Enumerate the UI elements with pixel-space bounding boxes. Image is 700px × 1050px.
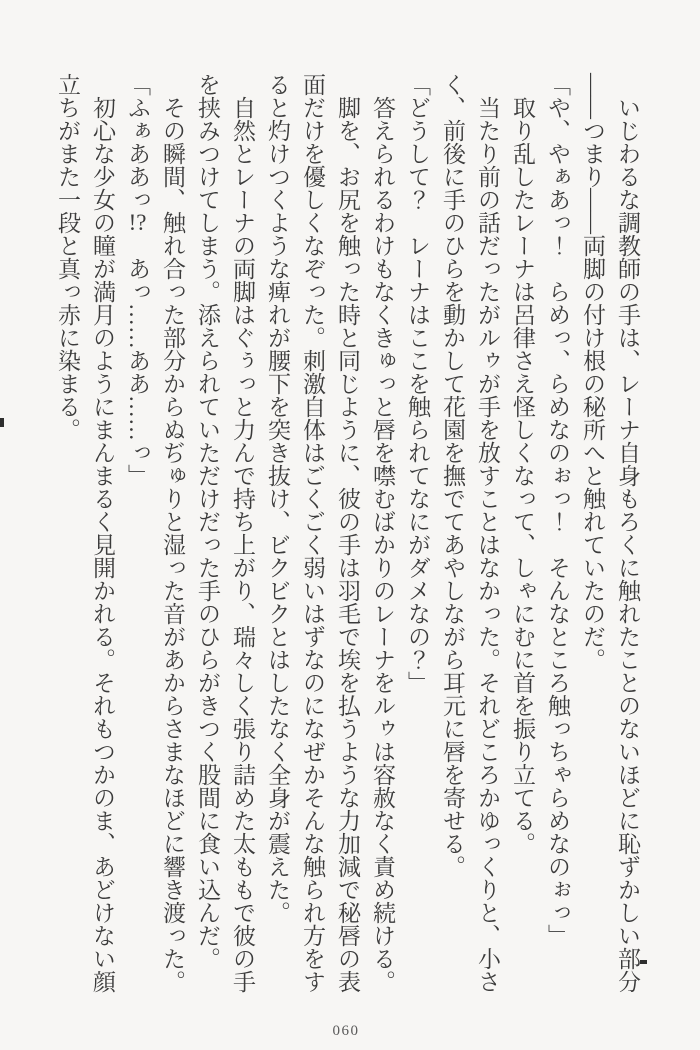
novel-paragraph: 自然とレーナの両脚はぐぅっと力んで持ち上がり、瑞々しく張り詰めた太ももで彼の手を挟みつけてしまう。添えられていただけだった手のひらがきつく股間に食い込んだ。	[195, 73, 255, 993]
page-number: 060	[332, 1023, 360, 1039]
text-block	[50, 73, 645, 995]
novel-paragraph: 当たり前の話だったがルゥが手を放すことはなかった。それどころかゆっくりと、小さく、前後に手のひらを動かして花園を撫でてあやしながら耳元に唇を寄せる。	[440, 73, 500, 993]
novel-paragraph: その瞬間、触れ合った部分からぬぢゅりと湿った音があからさまなほどに響き渡った。	[160, 96, 185, 993]
tatechuyoko-mark: !?	[128, 211, 147, 234]
novel-paragraph: いじわるな調教師の手は、レーナ自身もろくに触れたことのないほどに恥ずかしい部分――つまり――両脚の付け根の秘所へと触れていたのだ。	[580, 73, 640, 993]
novel-paragraph: 取り乱したレーナは呂律さえ怪しくなって、しゃにむに首を振り立てる。	[510, 96, 535, 855]
scan-speck	[640, 960, 647, 964]
novel-paragraph: 「や、やぁあっ！ らめっ、らめなのぉっ！ そんなところ触っちゃらめなのぉっ」	[545, 73, 570, 947]
novel-paragraph: 脚を、お尻を触った時と同じように、彼の手は羽毛で埃を払うような力加減で秘唇の表面だけを優しくなぞった。刺激自体はごくごく弱いはずなのになぜかそんな触られ方をすると灼けつくような痺れが腰下を突き抜け、ビクビクとはしたなく全身が震えた。	[265, 73, 360, 993]
novel-paragraph: 初心な少女の瞳が満月のようにまんまるく見開かれる。それもつかのま、あどけない顔立ちがまた一段と真っ赤に染まる。	[55, 73, 115, 993]
novel-paragraph: 答えられるわけもなくきゅっと唇を噤むばかりのレーナをルゥは容赦なく責め続ける。	[370, 96, 395, 993]
novel-paragraph: 「どうして？ レーナはここを触られてなにがダメなの？」	[405, 73, 430, 694]
novel-paragraph: 「ふぁああっ!? あっ……ああ……っ」	[125, 73, 150, 487]
scan-speck	[0, 418, 4, 427]
